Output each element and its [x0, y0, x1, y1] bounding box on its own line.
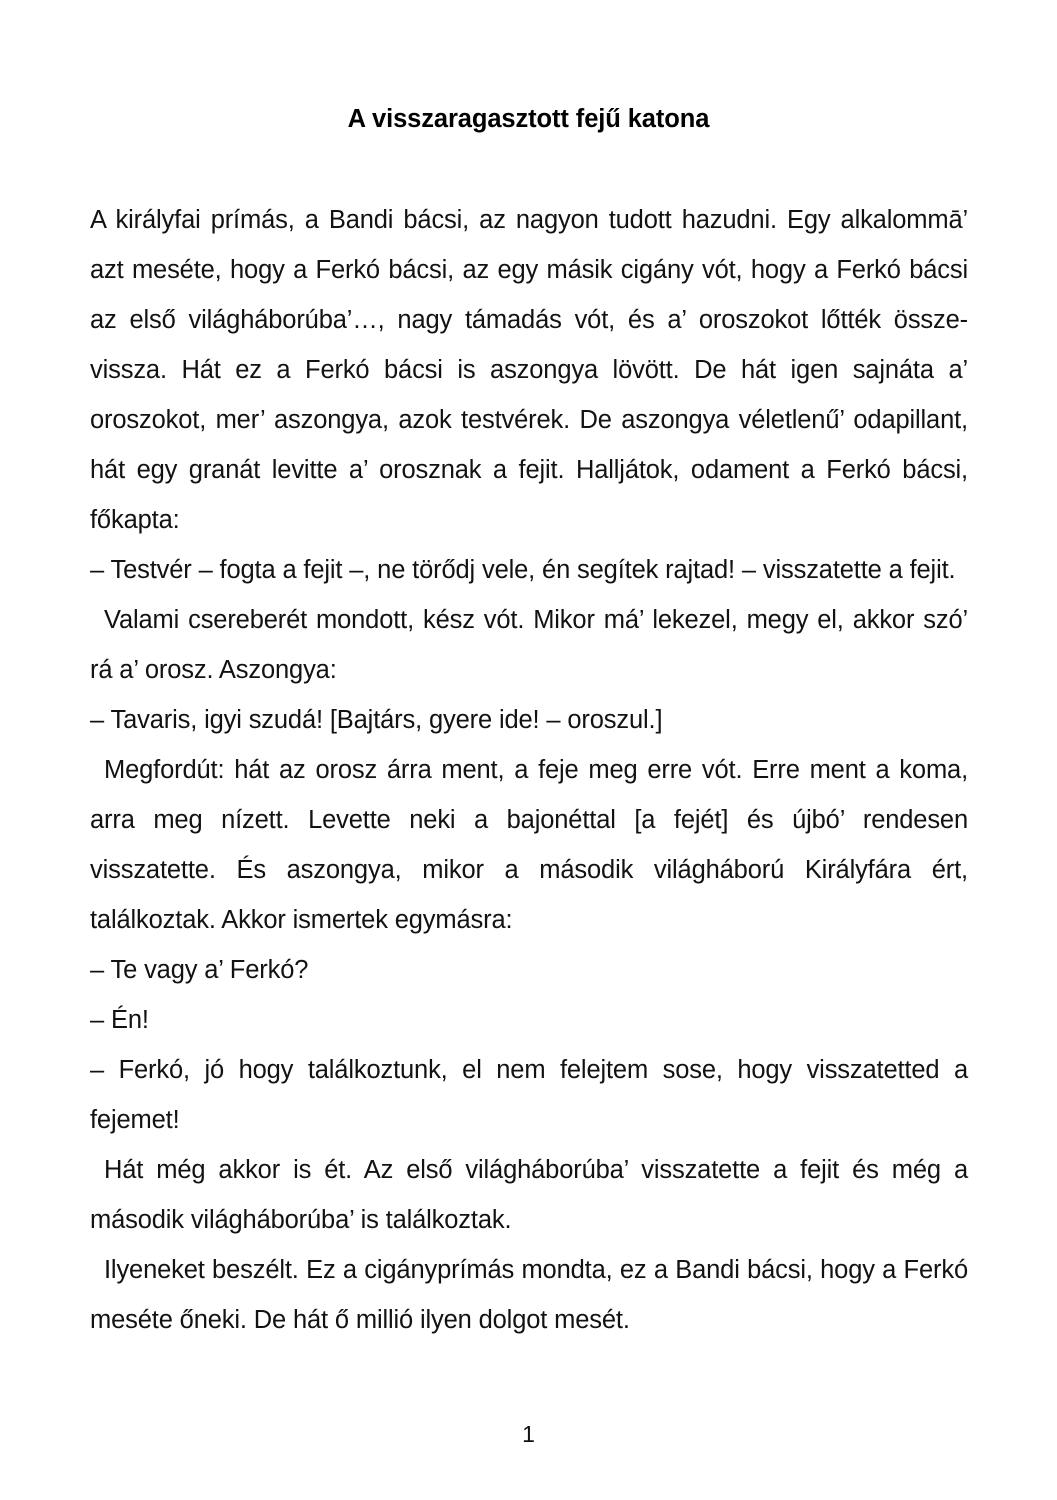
- paragraph-8-dialogue: – Ferkó, jó hogy találkoztunk, el nem felejtem sose, hogy visszatetted a fejemet!: [90, 1056, 968, 1134]
- page-title: A visszaragasztott fejű katona: [347, 105, 710, 134]
- paragraph-7-dialogue: – Én!: [90, 1006, 149, 1034]
- paragraph-2-dialogue: – Testvér – fogta a fejit –, ne törődj vele, én segítek rajtad! – visszatette a fejit.: [90, 556, 956, 584]
- paragraph-3: Valami csereberét mondott, kész vót. Mikor má’ lekezel, megy el, akkor szó’ rá a’ orosz. Aszongya:: [90, 606, 968, 684]
- page-number: 1: [522, 1421, 535, 1447]
- paragraph-9: Hát még akkor is ét. Az első világháborúba’ visszatette a fejit és még a második világháborúba’ is találkoztak.: [90, 1156, 968, 1234]
- paragraph-1: A királyfai prímás, a Bandi bácsi, az nagyon tudott hazudni. Egy alkalommā’ azt meséte, hogy a Ferkó bácsi, az egy másik cigány vót, hogy a Ferkó bácsi az első világháborúba’…, nagy támadás vót, és a’ oroszokot lőtték össze-vissza. Hát ez a Ferkó bácsi is aszongya lövött. De hát igen sajnáta a’ oroszokot, mer’ aszongya, azok testvérek. De aszongya véletlenű’ odapillant, hát egy granát levitte a’ orosznak a fejit. Halljátok, odament a Ferkó bácsi, főkapta:: [90, 206, 968, 534]
- paragraph-6-dialogue: – Te vagy a’ Ferkó?: [90, 956, 309, 984]
- paragraph-5: Megfordút: hát az orosz árra ment, a feje meg erre vót. Erre ment a koma, arra meg nízett. Levette neki a bajonéttal [a fejét] és újbó’ rendesen visszatette. És aszongya, mikor a második világháború Királyfára ért, találkoztak. Akkor ismertek egymásra:: [90, 756, 968, 934]
- paragraph-4-dialogue: – Tavaris, igyi szudá! [Bajtárs, gyere ide! – oroszul.]: [90, 706, 663, 734]
- document-body: [90, 195, 968, 1345]
- paragraph-10: Ilyeneket beszélt. Ez a cigányprímás mondta, ez a Bandi bácsi, hogy a Ferkó meséte őneki. De hát ő millió ilyen dolgot mesét.: [90, 1256, 968, 1334]
